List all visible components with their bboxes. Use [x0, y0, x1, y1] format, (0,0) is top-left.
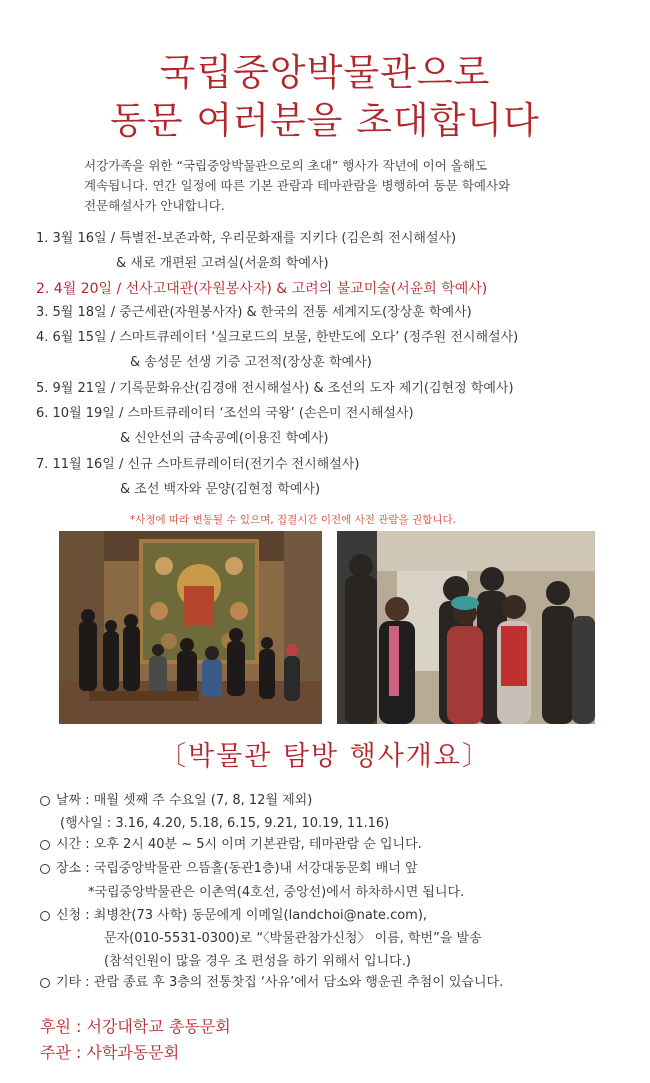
schedule-item-7-sub: & 조선 백자와 문양(김현정 학예사) — [120, 482, 321, 497]
schedule-item-6-sub: & 신안선의 금속공예(이용진 학예사) — [120, 431, 329, 446]
schedule-item-2: 2. 4월 20일 / 선사고대관(자원봉사자) & 고려의 불교미술(서윤희 학예사) — [36, 281, 488, 297]
schedule-item-1: 1. 3월 16일 / 특별전-보존과학, 우리문화재를 지키다 (김은희 전시해설사) — [36, 231, 457, 246]
docent-tour-photo — [337, 531, 595, 724]
title-line-2: 동문 여러분을 초대합니다 — [110, 99, 540, 142]
title-line-1: 국립중앙박물관으로 — [159, 51, 491, 94]
museum-hall-photo — [59, 531, 322, 724]
detail-time: 시간 : 오후 2시 40분 ~ 5시 이며 기본관람, 테마관람 순 입니다. — [56, 837, 422, 852]
section-title: 〔박물관 탐방 행사개요〕 — [159, 741, 491, 772]
schedule-item-1-sub: & 새로 개편된 고려실(서윤희 학예사) — [116, 256, 329, 271]
bullet-icon — [40, 796, 50, 806]
intro-line: 전문해설사가 안내합니다. — [84, 198, 225, 213]
detail-apply-sub2: (참석인원이 많을 경우 조 편성을 하기 위해서 입니다.) — [104, 954, 411, 969]
bullet-icon — [40, 978, 50, 988]
schedule-item-5: 5. 9월 21일 / 기록문화유산(김경애 전시해설사) & 조선의 도자 제기(김현정 학예사) — [36, 381, 514, 396]
detail-apply-sub1: 문자(010-5531-0300)로 “〈박물관참가신청〉 이름, 학번”을 발송 — [104, 931, 482, 946]
bullet-icon — [40, 864, 50, 874]
detail-place-sub: *국립중앙박물관은 이촌역(4호선, 중앙선)에서 하차하시면 됩니다. — [88, 885, 465, 900]
schedule-item-3: 3. 5월 18일 / 중근세관(자원봉사자) & 한국의 전통 세계지도(장상훈 학예사) — [36, 305, 472, 320]
intro-line: 계속됩니다. 연간 일정에 따른 기본 관람과 테마관람을 병행하여 동문 학예사와 — [84, 178, 511, 193]
intro-paragraph — [84, 156, 604, 216]
bullet-icon — [40, 840, 50, 850]
intro-line: 서강가족을 위한 “국립중앙박물관으로의 초대” 행사가 작년에 이어 올해도 — [84, 158, 488, 173]
organizer-label: 주관 : 사학과동문회 — [40, 1043, 180, 1062]
detail-place: 장소 : 국립중앙박물관 으뜸홀(동관1층)내 서강대동문회 배너 앞 — [56, 861, 418, 876]
schedule-item-4-sub: & 송성문 선생 기증 고전적(장상훈 학예사) — [130, 355, 372, 370]
detail-date-sub: (행사일 : 3.16, 4.20, 5.18, 6.15, 9.21, 10.19, 11.16) — [60, 816, 390, 831]
schedule-note: *사정에 따라 변동될 수 있으며, 집결시간 이전에 사전 관람을 권합니다. — [130, 514, 456, 526]
detail-date: 날짜 : 매월 셋째 주 수요일 (7, 8, 12월 제외) — [56, 793, 313, 808]
bullet-icon — [40, 911, 50, 921]
sponsor-label: 후원 : 서강대학교 총동문회 — [40, 1017, 231, 1036]
schedule-item-4: 4. 6월 15일 / 스마트큐레이터 ‘실크로드의 보물, 한반도에 오다’ (정주원 전시해설사) — [36, 330, 519, 345]
schedule-item-7: 7. 11월 16일 / 신규 스마트큐레이터(전기수 전시해설사) — [36, 457, 360, 472]
detail-etc: 기타 : 관람 종료 후 3층의 전통찻집 ‘사유’에서 담소와 행운권 추첨이 있습니다. — [56, 975, 504, 990]
schedule-item-6: 6. 10월 19일 / 스마트큐레이터 ‘조선의 국왕’ (손은미 전시해설사) — [36, 406, 414, 421]
detail-apply: 신청 : 최병찬(73 사학) 동문에게 이메일(landchoi@nate.com), — [56, 908, 428, 923]
